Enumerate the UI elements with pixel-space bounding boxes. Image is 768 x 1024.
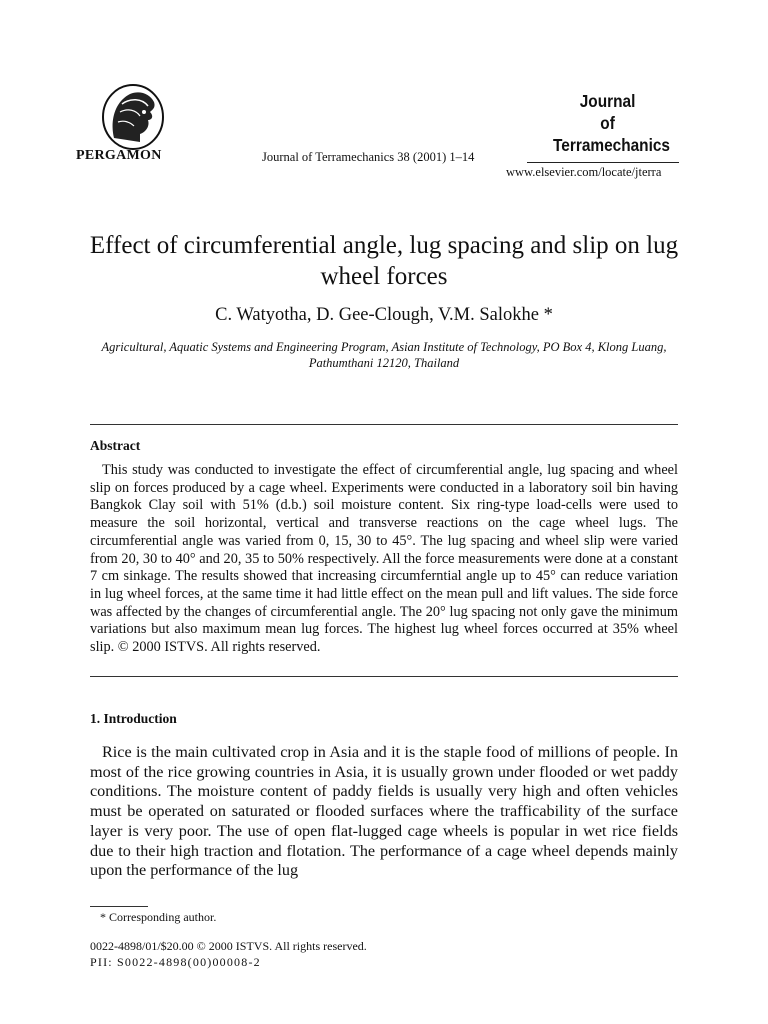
abstract-text: This study was conducted to investigate the effect of circumferential angle, lug spacing and wheel slip on forces produced by a cage wheel. Experiments were conducted in a laboratory soil bin having Bangkok Clay soil with 51% (d.b.) soil moisture content. Six ring-type load-cells were used to measure the soil horizontal, vertical and transverse reactions on the cage wheel lugs. The circumferential angle was varied from 0, 15, 30 to 45°. The lug spacing and wheel slip were varied from 20, 30 to 40° and 20, 35 to 50% respectively. All the force measurements were done at a constant 7 cm sinkage. The results showed that increasing circumferntial angle up to 45° can reduce variation in lug wheel forces, at the same time it had little effect on the mean pull and lift values. The side force was affected by the changes of circumferential angle. The 20° lug spacing not only gave the minimum variations but also maximum mean lug forces. The highest lug wheel forces occurred at 35% wheel slip. © 2000 ISTVS. All rights reserved. (90, 462, 678, 656)
pergamon-logo-icon (100, 82, 166, 152)
pii-line: PII: S0022-4898(00)00008-2 (90, 955, 261, 969)
introduction-text: Rice is the main cultivated crop in Asia and it is the staple food of millions of people. In most of the rice growing countries in Asia, it is usually grown under flooded or wet paddy conditions. The moisture content of paddy fields is usually very high and often vehicles must be operated on saturated or flooded surfaces where the trafficability of the surface layer is very poor. The use of open flat-lugged cage wheels is popular in wet rice fields due to their high traction and flotation. The performance of a cage wheel depends mainly upon the performance of the lug (90, 743, 678, 880)
abstract-top-divider (90, 424, 678, 425)
article-authors: C. Watyotha, D. Gee-Clough, V.M. Salokhe * (215, 305, 553, 325)
publisher-name: PERGAMON (76, 148, 162, 163)
journal-brand-line: Journal (579, 91, 636, 111)
article-title: Effect of circumferential angle, lug spacing and slip on lug wheel forces (89, 232, 679, 290)
abstract-bottom-divider (90, 676, 678, 677)
footnote-divider (90, 906, 148, 907)
footnote-corresponding-author: * Corresponding author. (100, 910, 217, 924)
abstract-heading: Abstract (90, 438, 141, 453)
copyright-line: 0022-4898/01/$20.00 © 2000 ISTVS. All rights reserved. (90, 939, 367, 953)
journal-url-link[interactable]: www.elsevier.com/locate/jterra (506, 165, 662, 179)
journal-brand-line: Terramechanics (553, 135, 670, 155)
journal-citation: Journal of Terramechanics 38 (2001) 1–14 (262, 150, 475, 164)
brand-divider (527, 162, 679, 163)
journal-brand (553, 90, 670, 156)
author-affiliation: Agricultural, Aquatic Systems and Engineering Program, Asian Institute of Technology, PO Box 4, Klong Luang, Pathumthani 12120, Thailand (101, 340, 667, 370)
journal-brand-line: of (600, 113, 615, 133)
introduction-heading: 1. Introduction (90, 711, 177, 726)
